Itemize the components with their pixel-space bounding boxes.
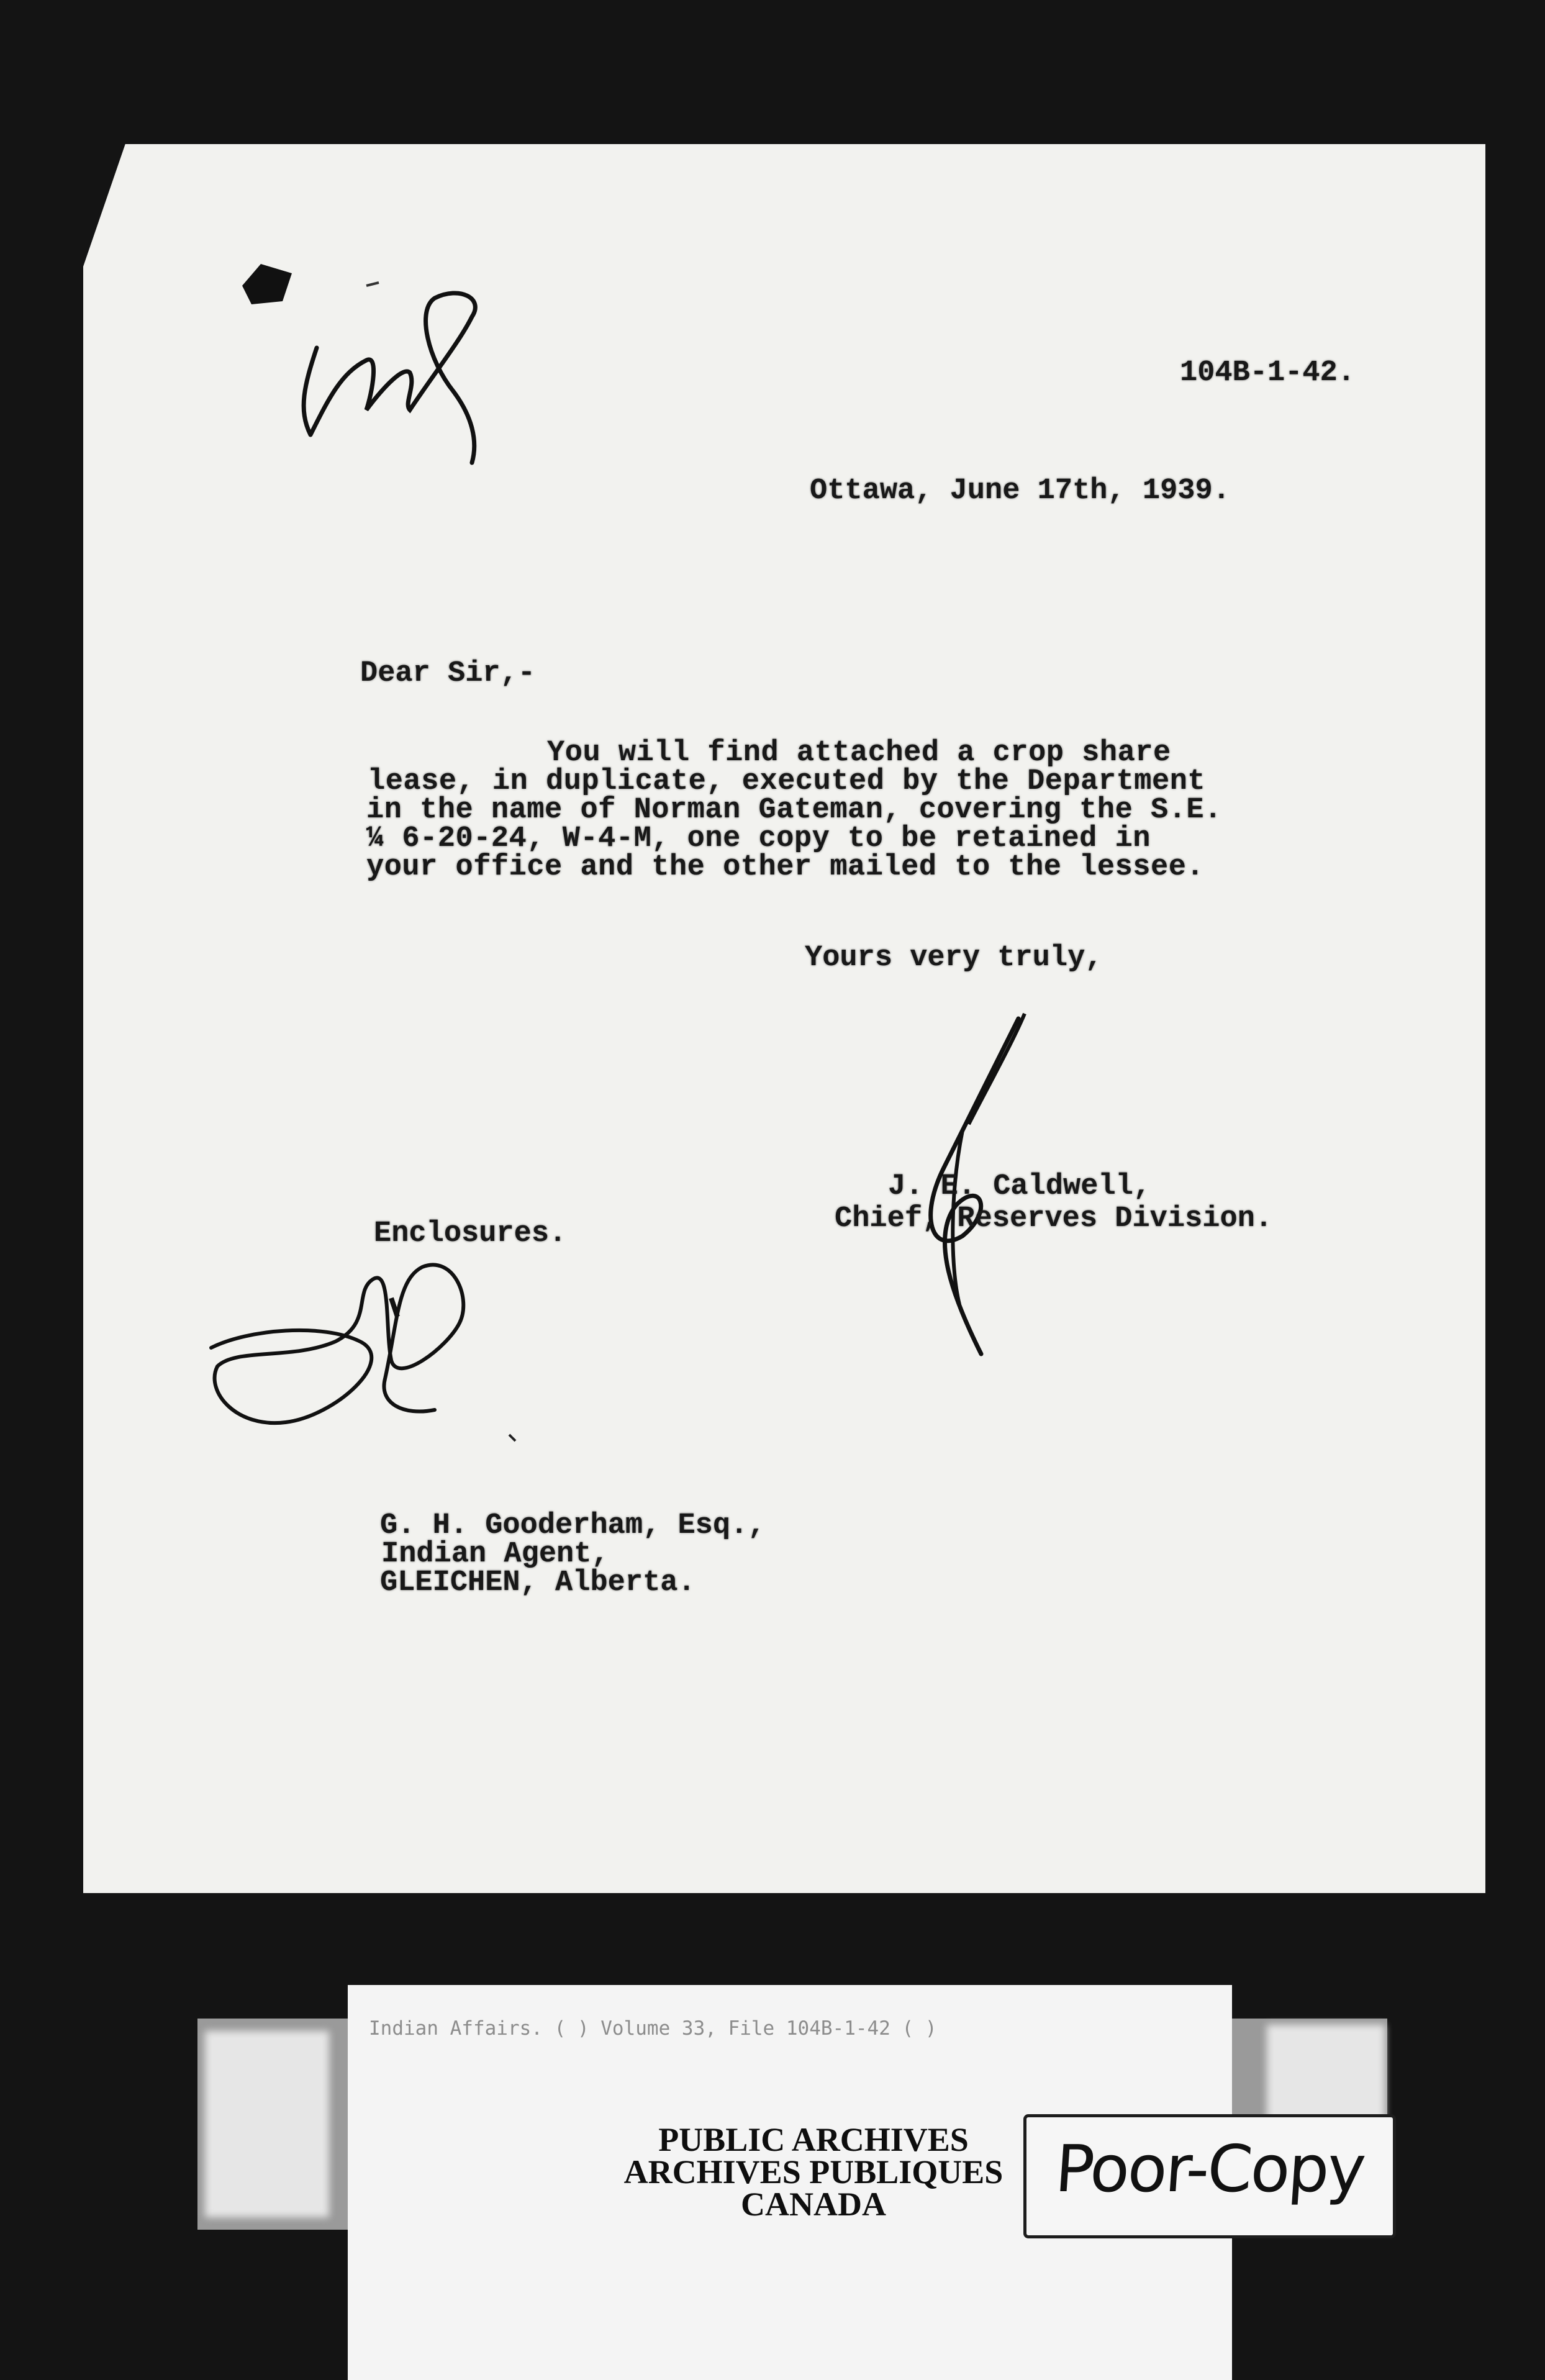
archive-line: PUBLIC ARCHIVES: [658, 2121, 969, 2158]
body-line: You will find attached a crop share: [369, 737, 1171, 770]
closing: Yours very truly,: [805, 942, 1103, 974]
body-line: ¼ 6-20-24, W-4-M, one copy to be retained in: [366, 822, 1151, 855]
archive-line: CANADA: [741, 2186, 886, 2223]
poor-copy-stamp: [1023, 2114, 1396, 2238]
address-line: GLEICHEN, Alberta.: [380, 1566, 695, 1599]
address-line: G. H. Gooderham, Esq.,: [380, 1509, 766, 1542]
file-number: 104B-1-42.: [1180, 357, 1356, 389]
archive-line: ARCHIVES PUBLIQUES: [623, 2153, 1004, 2191]
handwritten-initials-top-left: [224, 248, 509, 472]
signer-name: J. E. Caldwell,: [888, 1170, 1151, 1203]
body-line: lease, in duplicate, executed by the Department: [368, 765, 1206, 798]
archive-caption: Indian Affairs. ( ) Volume 33, File 104B-1-42 ( ): [369, 2017, 937, 2040]
body-line: in the name of Norman Gateman, covering the S.E.: [366, 794, 1222, 827]
handwritten-initials-bottom-left: [199, 1255, 559, 1453]
enclosures: Enclosures.: [374, 1217, 567, 1250]
signer-title: Chief, Reserves Division.: [835, 1202, 1273, 1235]
salutation: Dear Sir,-: [360, 657, 536, 690]
body-line: your office and the other mailed to the lessee.: [366, 851, 1205, 884]
stamp-text: Poor-Copy: [1053, 2131, 1367, 2207]
letter-date: Ottawa, June 17th, 1939.: [810, 475, 1230, 507]
address-line: Indian Agent,: [381, 1538, 609, 1571]
